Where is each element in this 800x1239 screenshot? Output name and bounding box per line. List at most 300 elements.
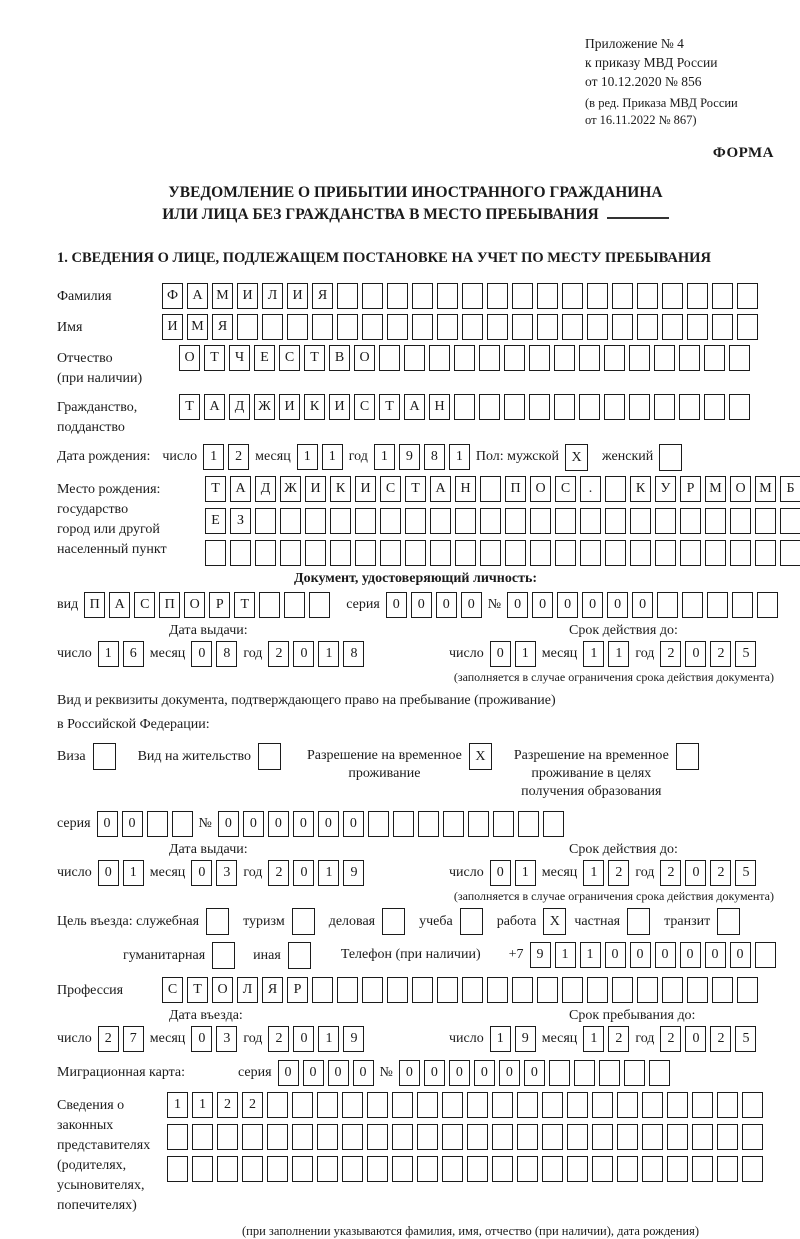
char-box[interactable] [705, 540, 726, 566]
char-box[interactable] [604, 345, 625, 371]
char-box[interactable] [479, 345, 500, 371]
char-box[interactable]: 0 [730, 942, 751, 968]
char-box[interactable] [412, 977, 433, 1003]
char-box[interactable] [442, 1092, 463, 1118]
char-box[interactable] [337, 977, 358, 1003]
char-box[interactable]: Л [237, 977, 258, 1003]
char-box[interactable] [387, 314, 408, 340]
char-box[interactable] [288, 942, 311, 969]
char-box[interactable]: 0 [524, 1060, 545, 1086]
char-box[interactable]: А [204, 394, 225, 420]
char-box[interactable] [317, 1156, 338, 1182]
char-box[interactable] [780, 508, 800, 534]
char-box[interactable]: А [404, 394, 425, 420]
char-box[interactable]: Е [205, 508, 226, 534]
char-box[interactable]: 0 [499, 1060, 520, 1086]
char-box[interactable] [630, 540, 651, 566]
char-box[interactable]: 2 [268, 1026, 289, 1052]
char-box[interactable] [617, 1156, 638, 1182]
char-box[interactable] [437, 283, 458, 309]
char-box[interactable] [292, 1092, 313, 1118]
char-box[interactable] [172, 811, 193, 837]
char-box[interactable] [667, 1156, 688, 1182]
char-box[interactable] [330, 540, 351, 566]
char-box[interactable]: 1 [322, 444, 343, 470]
char-box[interactable] [529, 394, 550, 420]
char-box[interactable] [205, 540, 226, 566]
char-box[interactable] [267, 1124, 288, 1150]
char-box[interactable]: 0 [293, 641, 314, 667]
char-box[interactable]: 0 [328, 1060, 349, 1086]
char-box[interactable]: О [730, 476, 751, 502]
char-box[interactable]: Т [379, 394, 400, 420]
char-box[interactable]: 8 [343, 641, 364, 667]
char-box[interactable] [492, 1124, 513, 1150]
char-box[interactable] [387, 283, 408, 309]
char-box[interactable]: 1 [123, 860, 144, 886]
char-box[interactable] [562, 977, 583, 1003]
char-box[interactable] [417, 1092, 438, 1118]
char-box[interactable] [330, 508, 351, 534]
char-box[interactable]: 1 [555, 942, 576, 968]
char-box[interactable]: X [543, 908, 566, 935]
char-box[interactable]: 0 [191, 1026, 212, 1052]
char-box[interactable] [637, 283, 658, 309]
char-box[interactable]: 1 [297, 444, 318, 470]
char-box[interactable]: 2 [608, 1026, 629, 1052]
char-box[interactable] [555, 508, 576, 534]
char-box[interactable] [592, 1092, 613, 1118]
char-box[interactable]: И [162, 314, 183, 340]
char-box[interactable] [380, 508, 401, 534]
char-box[interactable]: З [230, 508, 251, 534]
char-box[interactable]: 1 [167, 1092, 188, 1118]
char-box[interactable] [412, 314, 433, 340]
char-box[interactable]: Т [187, 977, 208, 1003]
char-box[interactable]: Л [262, 283, 283, 309]
char-box[interactable] [368, 811, 389, 837]
char-box[interactable] [729, 394, 750, 420]
char-box[interactable]: М [187, 314, 208, 340]
char-box[interactable]: И [355, 476, 376, 502]
char-box[interactable]: 5 [735, 860, 756, 886]
char-box[interactable]: 0 [268, 811, 289, 837]
char-box[interactable]: 2 [98, 1026, 119, 1052]
char-box[interactable] [667, 1124, 688, 1150]
char-box[interactable] [654, 345, 675, 371]
char-box[interactable]: 2 [217, 1092, 238, 1118]
char-box[interactable] [717, 1092, 738, 1118]
char-box[interactable]: М [755, 476, 776, 502]
char-box[interactable] [555, 540, 576, 566]
char-box[interactable] [467, 1092, 488, 1118]
char-box[interactable] [455, 508, 476, 534]
char-box[interactable] [717, 1156, 738, 1182]
char-box[interactable]: 1 [374, 444, 395, 470]
char-box[interactable]: М [212, 283, 233, 309]
char-box[interactable] [367, 1092, 388, 1118]
char-box[interactable]: 2 [660, 641, 681, 667]
char-box[interactable]: Т [304, 345, 325, 371]
char-box[interactable] [443, 811, 464, 837]
char-box[interactable]: Ж [280, 476, 301, 502]
char-box[interactable]: 5 [735, 641, 756, 667]
char-box[interactable]: У [655, 476, 676, 502]
char-box[interactable] [379, 345, 400, 371]
char-box[interactable] [562, 283, 583, 309]
char-box[interactable]: И [329, 394, 350, 420]
char-box[interactable] [262, 314, 283, 340]
char-box[interactable]: С [279, 345, 300, 371]
char-box[interactable]: 1 [98, 641, 119, 667]
char-box[interactable]: А [109, 592, 130, 618]
char-box[interactable] [480, 476, 501, 502]
char-box[interactable]: 0 [424, 1060, 445, 1086]
char-box[interactable] [362, 314, 383, 340]
char-box[interactable]: 1 [580, 942, 601, 968]
char-box[interactable] [579, 394, 600, 420]
char-box[interactable] [487, 283, 508, 309]
char-box[interactable]: Т [205, 476, 226, 502]
char-box[interactable]: 0 [343, 811, 364, 837]
char-box[interactable] [517, 1156, 538, 1182]
char-box[interactable] [629, 345, 650, 371]
char-box[interactable] [167, 1156, 188, 1182]
char-box[interactable] [382, 908, 405, 935]
char-box[interactable]: 1 [515, 641, 536, 667]
char-box[interactable] [312, 977, 333, 1003]
char-box[interactable] [512, 977, 533, 1003]
char-box[interactable] [287, 314, 308, 340]
char-box[interactable] [682, 592, 703, 618]
char-box[interactable]: 0 [98, 860, 119, 886]
char-box[interactable] [387, 977, 408, 1003]
char-box[interactable]: 0 [278, 1060, 299, 1086]
char-box[interactable] [687, 283, 708, 309]
char-box[interactable] [604, 394, 625, 420]
char-box[interactable] [667, 1092, 688, 1118]
char-box[interactable]: 2 [228, 444, 249, 470]
char-box[interactable] [217, 1156, 238, 1182]
char-box[interactable] [512, 283, 533, 309]
char-box[interactable]: Ч [229, 345, 250, 371]
char-box[interactable] [258, 743, 281, 770]
char-box[interactable] [742, 1156, 763, 1182]
char-box[interactable] [642, 1124, 663, 1150]
char-box[interactable] [704, 345, 725, 371]
char-box[interactable]: X [469, 743, 492, 770]
char-box[interactable]: П [159, 592, 180, 618]
char-box[interactable] [192, 1124, 213, 1150]
char-box[interactable] [567, 1092, 588, 1118]
char-box[interactable]: 0 [705, 942, 726, 968]
char-box[interactable]: 3 [216, 860, 237, 886]
char-box[interactable]: 0 [461, 592, 482, 618]
char-box[interactable]: А [230, 476, 251, 502]
char-box[interactable]: О [184, 592, 205, 618]
char-box[interactable] [362, 977, 383, 1003]
char-box[interactable] [592, 1124, 613, 1150]
char-box[interactable]: В [329, 345, 350, 371]
char-box[interactable] [580, 508, 601, 534]
char-box[interactable]: Н [429, 394, 450, 420]
char-box[interactable]: 0 [607, 592, 628, 618]
char-box[interactable] [537, 314, 558, 340]
char-box[interactable] [512, 314, 533, 340]
char-box[interactable] [418, 811, 439, 837]
char-box[interactable] [717, 908, 740, 935]
char-box[interactable] [255, 540, 276, 566]
char-box[interactable]: 0 [490, 860, 511, 886]
char-box[interactable] [404, 345, 425, 371]
char-box[interactable]: 1 [318, 641, 339, 667]
char-box[interactable]: Р [287, 977, 308, 1003]
char-box[interactable] [742, 1092, 763, 1118]
char-box[interactable] [676, 743, 699, 770]
char-box[interactable]: 0 [303, 1060, 324, 1086]
char-box[interactable]: 0 [685, 1026, 706, 1052]
char-box[interactable]: 1 [583, 1026, 604, 1052]
char-box[interactable] [662, 977, 683, 1003]
char-box[interactable]: 1 [490, 1026, 511, 1052]
char-box[interactable] [430, 508, 451, 534]
char-box[interactable] [612, 977, 633, 1003]
char-box[interactable] [242, 1156, 263, 1182]
char-box[interactable] [405, 540, 426, 566]
char-box[interactable]: 8 [424, 444, 445, 470]
char-box[interactable]: 1 [608, 641, 629, 667]
char-box[interactable] [467, 1156, 488, 1182]
char-box[interactable] [147, 811, 168, 837]
char-box[interactable]: 5 [735, 1026, 756, 1052]
char-box[interactable] [280, 508, 301, 534]
char-box[interactable]: 0 [293, 811, 314, 837]
char-box[interactable] [755, 540, 776, 566]
char-box[interactable] [617, 1092, 638, 1118]
char-box[interactable] [730, 508, 751, 534]
char-box[interactable]: 9 [343, 1026, 364, 1052]
char-box[interactable]: С [134, 592, 155, 618]
char-box[interactable]: 0 [191, 641, 212, 667]
char-box[interactable] [455, 540, 476, 566]
char-box[interactable]: 0 [582, 592, 603, 618]
char-box[interactable] [717, 1124, 738, 1150]
char-box[interactable] [217, 1124, 238, 1150]
char-box[interactable]: Т [204, 345, 225, 371]
char-box[interactable]: 1 [583, 641, 604, 667]
char-box[interactable]: И [287, 283, 308, 309]
char-box[interactable] [479, 394, 500, 420]
char-box[interactable]: 1 [318, 1026, 339, 1052]
char-box[interactable] [692, 1156, 713, 1182]
char-box[interactable]: 0 [97, 811, 118, 837]
char-box[interactable] [605, 476, 626, 502]
char-box[interactable]: С [354, 394, 375, 420]
char-box[interactable] [517, 1092, 538, 1118]
char-box[interactable] [437, 314, 458, 340]
char-box[interactable] [93, 743, 116, 770]
char-box[interactable] [487, 314, 508, 340]
char-box[interactable] [380, 540, 401, 566]
char-box[interactable]: И [279, 394, 300, 420]
char-box[interactable]: П [84, 592, 105, 618]
char-box[interactable] [230, 540, 251, 566]
char-box[interactable]: 6 [123, 641, 144, 667]
char-box[interactable] [612, 314, 633, 340]
char-box[interactable] [355, 508, 376, 534]
char-box[interactable] [655, 508, 676, 534]
char-box[interactable]: 0 [318, 811, 339, 837]
char-box[interactable] [662, 283, 683, 309]
char-box[interactable]: 0 [605, 942, 626, 968]
char-box[interactable] [692, 1124, 713, 1150]
char-box[interactable] [505, 508, 526, 534]
char-box[interactable]: Я [312, 283, 333, 309]
char-box[interactable]: 2 [242, 1092, 263, 1118]
char-box[interactable] [579, 345, 600, 371]
char-box[interactable] [705, 508, 726, 534]
char-box[interactable] [292, 1156, 313, 1182]
char-box[interactable]: 0 [685, 641, 706, 667]
char-box[interactable] [517, 1124, 538, 1150]
char-box[interactable] [737, 283, 758, 309]
char-box[interactable] [462, 283, 483, 309]
char-box[interactable] [554, 345, 575, 371]
char-box[interactable] [654, 394, 675, 420]
char-box[interactable]: 9 [530, 942, 551, 968]
char-box[interactable]: 7 [123, 1026, 144, 1052]
char-box[interactable]: 0 [655, 942, 676, 968]
char-box[interactable] [284, 592, 305, 618]
char-box[interactable]: 9 [399, 444, 420, 470]
char-box[interactable] [755, 942, 776, 968]
char-box[interactable] [567, 1124, 588, 1150]
char-box[interactable] [692, 1092, 713, 1118]
char-box[interactable]: 0 [474, 1060, 495, 1086]
char-box[interactable]: 0 [507, 592, 528, 618]
char-box[interactable] [467, 1124, 488, 1150]
char-box[interactable]: Д [255, 476, 276, 502]
char-box[interactable] [212, 942, 235, 969]
char-box[interactable] [605, 540, 626, 566]
char-box[interactable] [680, 508, 701, 534]
char-box[interactable]: 2 [710, 1026, 731, 1052]
char-box[interactable] [574, 1060, 595, 1086]
char-box[interactable] [480, 508, 501, 534]
char-box[interactable] [242, 1124, 263, 1150]
char-box[interactable] [305, 508, 326, 534]
char-box[interactable]: Я [262, 977, 283, 1003]
char-box[interactable] [292, 908, 315, 935]
char-box[interactable] [562, 314, 583, 340]
char-box[interactable] [462, 977, 483, 1003]
char-box[interactable] [367, 1156, 388, 1182]
char-box[interactable] [537, 283, 558, 309]
char-box[interactable] [687, 977, 708, 1003]
char-box[interactable]: 1 [583, 860, 604, 886]
char-box[interactable] [704, 394, 725, 420]
char-box[interactable] [542, 1124, 563, 1150]
char-box[interactable]: 1 [203, 444, 224, 470]
char-box[interactable] [337, 283, 358, 309]
char-box[interactable] [487, 977, 508, 1003]
char-box[interactable]: 0 [243, 811, 264, 837]
char-box[interactable] [504, 345, 525, 371]
char-box[interactable] [355, 540, 376, 566]
char-box[interactable]: Ж [254, 394, 275, 420]
char-box[interactable]: 9 [343, 860, 364, 886]
char-box[interactable] [280, 540, 301, 566]
char-box[interactable]: М [705, 476, 726, 502]
char-box[interactable] [680, 540, 701, 566]
char-box[interactable]: К [304, 394, 325, 420]
char-box[interactable] [549, 1060, 570, 1086]
char-box[interactable] [429, 345, 450, 371]
char-box[interactable]: 0 [191, 860, 212, 886]
char-box[interactable]: Т [179, 394, 200, 420]
char-box[interactable] [627, 908, 650, 935]
char-box[interactable]: 0 [436, 592, 457, 618]
char-box[interactable] [192, 1156, 213, 1182]
char-box[interactable] [405, 508, 426, 534]
char-box[interactable] [712, 283, 733, 309]
char-box[interactable] [317, 1092, 338, 1118]
char-box[interactable]: 0 [122, 811, 143, 837]
char-box[interactable] [342, 1124, 363, 1150]
char-box[interactable] [537, 977, 558, 1003]
char-box[interactable] [612, 283, 633, 309]
char-box[interactable] [392, 1092, 413, 1118]
char-box[interactable] [630, 508, 651, 534]
char-box[interactable] [362, 283, 383, 309]
char-box[interactable] [505, 540, 526, 566]
char-box[interactable] [605, 508, 626, 534]
char-box[interactable] [492, 1092, 513, 1118]
char-box[interactable] [393, 811, 414, 837]
char-box[interactable] [712, 977, 733, 1003]
char-box[interactable] [729, 345, 750, 371]
char-box[interactable] [392, 1124, 413, 1150]
char-box[interactable] [454, 345, 475, 371]
char-box[interactable]: Н [455, 476, 476, 502]
char-box[interactable]: О [530, 476, 551, 502]
char-box[interactable] [417, 1156, 438, 1182]
char-box[interactable]: 1 [449, 444, 470, 470]
char-box[interactable] [659, 444, 682, 471]
char-box[interactable] [780, 540, 800, 566]
char-box[interactable]: О [354, 345, 375, 371]
char-box[interactable] [580, 540, 601, 566]
char-box[interactable] [442, 1156, 463, 1182]
char-box[interactable] [460, 908, 483, 935]
char-box[interactable]: . [580, 476, 601, 502]
char-box[interactable]: С [162, 977, 183, 1003]
char-box[interactable]: 0 [632, 592, 653, 618]
char-box[interactable]: О [179, 345, 200, 371]
char-box[interactable] [504, 394, 525, 420]
char-box[interactable] [542, 1156, 563, 1182]
char-box[interactable] [730, 540, 751, 566]
char-box[interactable]: К [330, 476, 351, 502]
char-box[interactable]: Я [212, 314, 233, 340]
char-box[interactable] [637, 314, 658, 340]
char-box[interactable]: Р [209, 592, 230, 618]
char-box[interactable] [462, 314, 483, 340]
char-box[interactable]: 1 [192, 1092, 213, 1118]
char-box[interactable] [554, 394, 575, 420]
char-box[interactable]: 0 [557, 592, 578, 618]
char-box[interactable]: С [380, 476, 401, 502]
